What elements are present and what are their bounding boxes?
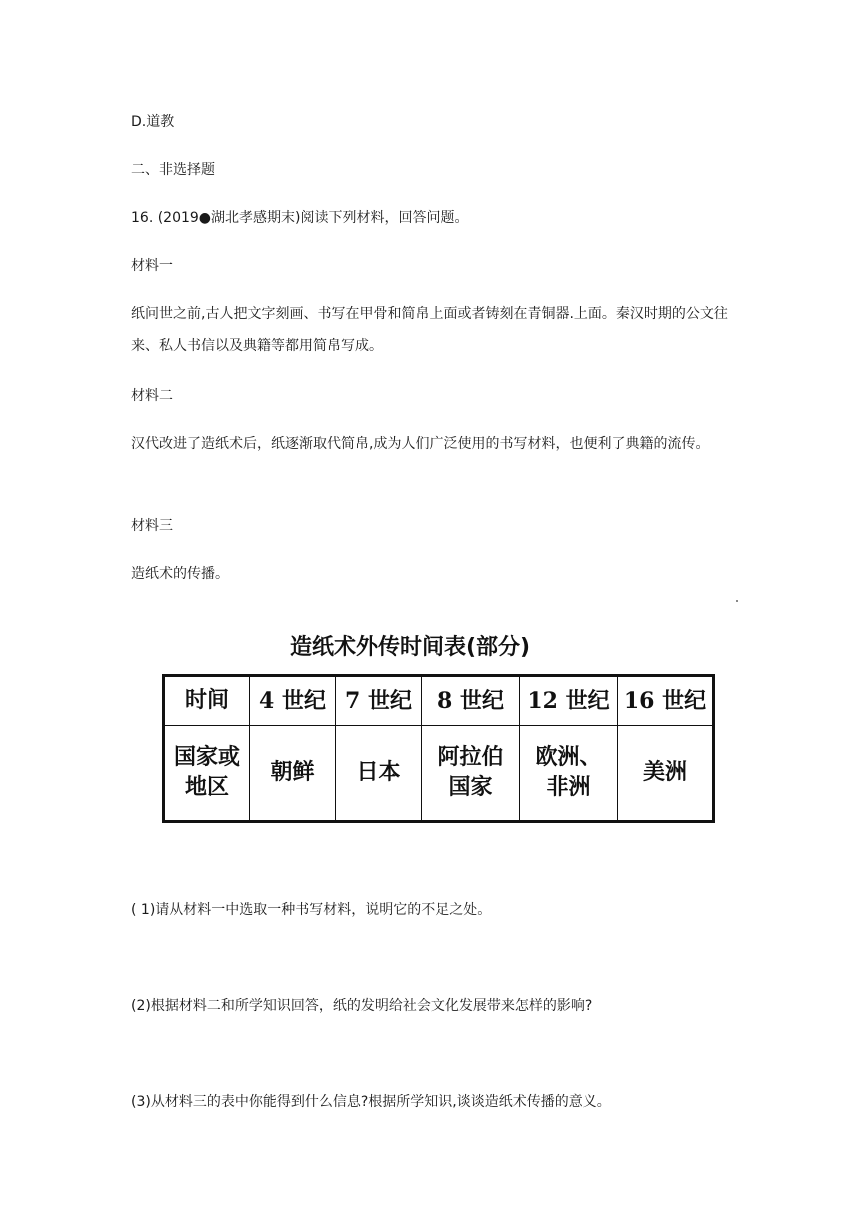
section-title: 二、非选择题 [131,162,215,178]
header-place [164,726,250,822]
place-cell [422,726,520,822]
header-place-line2: 地区 [184,775,229,800]
scan-dot [736,600,738,602]
time-cell: 7 世纪 [336,676,422,726]
material3-text: 造纸术的传播。 [131,566,229,582]
place-cell [520,726,618,822]
question-3: (3)从材料三的表中你能得到什么信息?根据所学知识,谈谈造纸术传播的意义。 [131,1094,611,1110]
place-line1: 美洲 [642,760,687,785]
header-place-line1: 国家或 [173,745,240,770]
material3-label: 材料三 [131,518,173,534]
time-cell: 8 世纪 [422,676,520,726]
place-line1: 朝鲜 [270,760,315,785]
table-row-time [164,676,714,726]
paper-spread-table [162,674,715,823]
time-cell: 16 世纪 [618,676,714,726]
place-line1: 日本 [356,760,401,785]
place-cell [336,726,422,822]
place-line1: 阿拉伯 [437,745,504,770]
place-cell [618,726,714,822]
material2-label: 材料二 [131,388,173,404]
table-title: 造纸术外传时间表(部分) [290,635,531,660]
time-cell: 12 世纪 [520,676,618,726]
option-d: D.道教 [131,114,175,130]
place-line2: 国家 [448,775,493,800]
material1-text: 纸问世之前,古人把文字刻画、书写在甲骨和简帛上面或者铸刻在青铜器.上面。秦汉时期的公文往来、私人书信以及典籍等都用简帛写成。 [131,306,728,354]
question-1: ( 1)请从材料一中选取一种书写材料，说明它的不足之处。 [131,902,492,918]
table-row-place [164,726,714,822]
question-header: 16. (2019●湖北孝感期末)阅读下列材料，回答问题。 [131,210,469,226]
header-time: 时间 [164,676,250,726]
material1-label: 材料一 [131,258,173,274]
time-cell: 4 世纪 [250,676,336,726]
question-2: (2)根据材料二和所学知识回答，纸的发明给社会文化发展带来怎样的影响? [131,998,593,1014]
place-cell [250,726,336,822]
place-line2: 非洲 [546,775,591,800]
material2-text: 汉代改进了造纸术后，纸逐渐取代简帛,成为人们广泛使用的书写材料，也便利了典籍的流传。 [131,436,710,452]
place-line1: 欧洲、 [535,745,602,770]
